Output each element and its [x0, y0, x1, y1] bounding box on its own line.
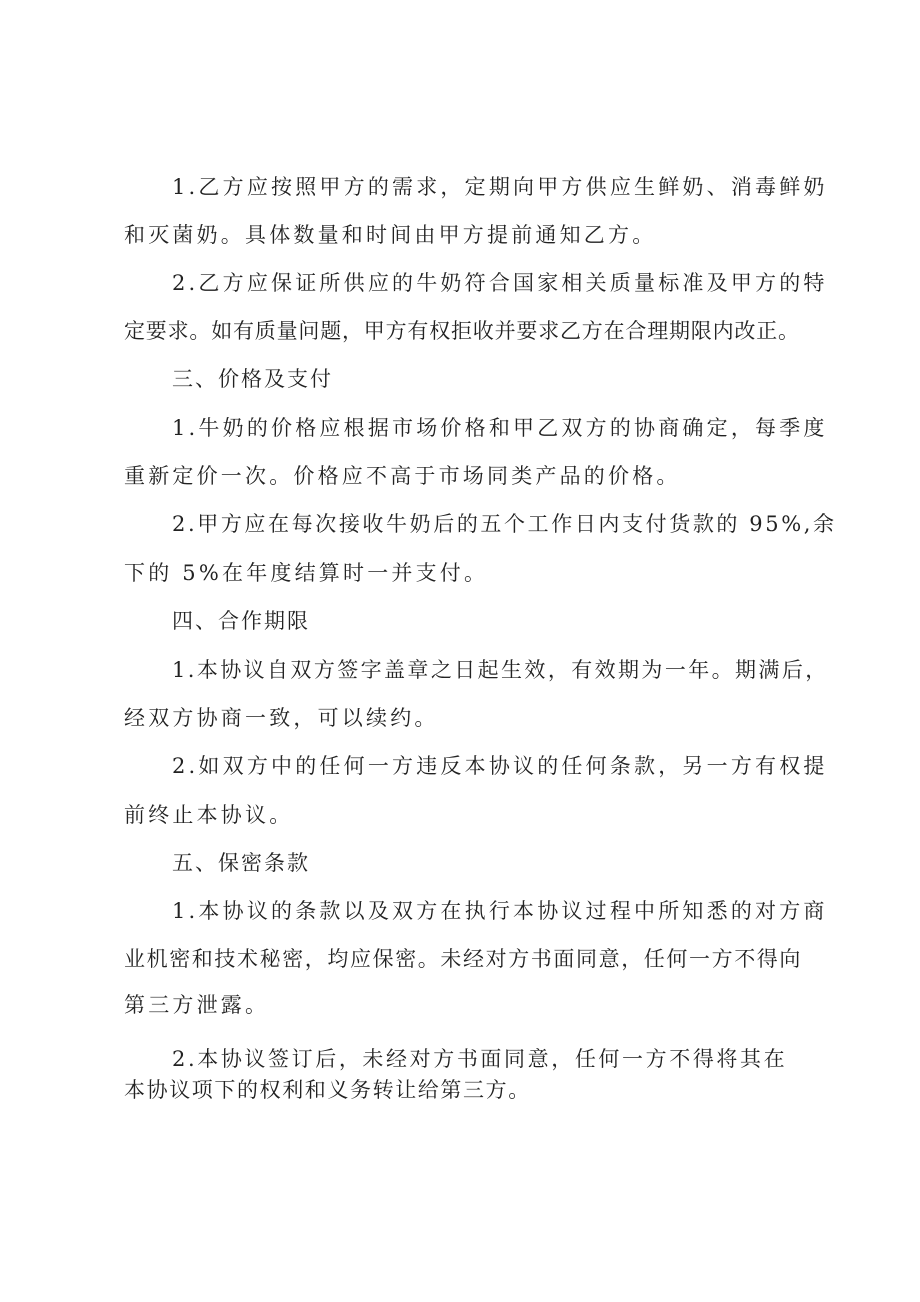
text-line: 下的 5%在年度结算时一并支付。	[124, 561, 489, 585]
text-line: 2.甲方应在每次接收牛奶后的五个工作日内支付货款的 95%,余	[172, 512, 837, 536]
text-line: 2.如双方中的任何一方违反本协议的任何条款，另一方有权提	[172, 754, 828, 778]
text-line: 1.牛奶的价格应根据市场价格和甲乙双方的协商确定，每季度	[172, 416, 828, 440]
text-line: 1.乙方应按照甲方的需求，定期向甲方供应生鲜奶、消毒鲜奶	[172, 175, 828, 199]
text-line: 定要求。如有质量问题，甲方有权拒收并要求乙方在合理期限内改正。	[124, 319, 800, 343]
section-heading: 三、价格及支付	[172, 367, 333, 391]
text-line: 2.乙方应保证所供应的牛奶符合国家相关质量标准及甲方的特	[172, 271, 828, 295]
text-line: 前终止本协议。	[124, 803, 294, 827]
text-line: 业机密和技术秘密，均应保密。未经对方书面同意，任何一方不得向	[124, 947, 802, 971]
text-line: 第三方泄露。	[124, 993, 270, 1017]
text-line: 1.本协议自双方签字盖章之日起生效，有效期为一年。期满后，	[172, 658, 829, 682]
text-line: 1.本协议的条款以及双方在执行本协议过程中所知悉的对方商	[172, 899, 828, 923]
section-heading: 五、保密条款	[172, 851, 310, 875]
text-line: 本协议项下的权利和义务转让给第三方。	[124, 1078, 531, 1102]
text-line: 经双方协商一致，可以续约。	[124, 706, 439, 730]
text-line: 2.本协议签订后，未经对方书面同意，任何一方不得将其在	[172, 1047, 788, 1071]
text-line: 和灭菌奶。具体数量和时间由甲方提前通知乙方。	[124, 223, 657, 247]
text-line: 重新定价一次。价格应不高于市场同类产品的价格。	[124, 464, 681, 488]
section-heading: 四、合作期限	[172, 609, 310, 633]
